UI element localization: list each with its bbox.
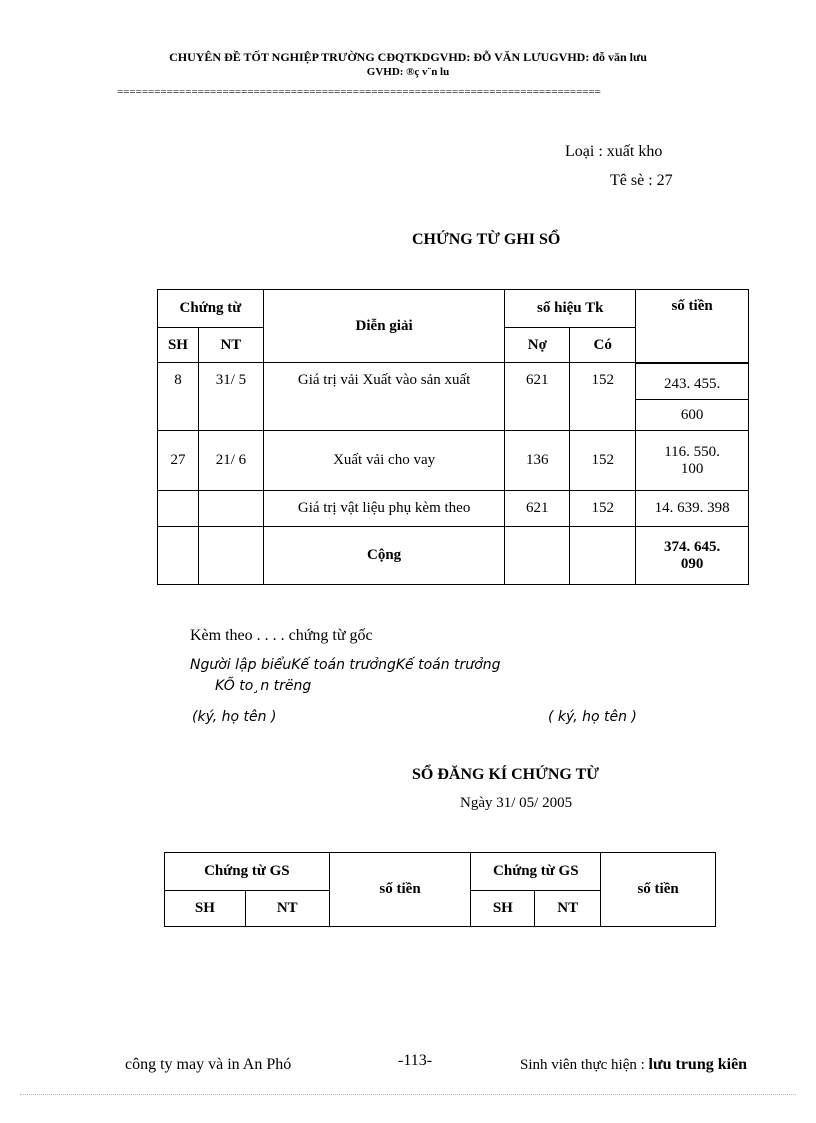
cell-sh: 8 (158, 363, 199, 431)
col-nt: NT (198, 328, 263, 363)
footer-student (520, 1056, 747, 1074)
empty-cell (570, 527, 636, 585)
col-nt: NT (535, 891, 601, 927)
signature-roles: Người lập biểuKế toán trưởngKế toán trưởng (190, 657, 501, 673)
empty-cell (505, 527, 570, 585)
signature-role-extra: KÕ to¸n trëng (215, 678, 312, 694)
cell-co: 152 (570, 491, 636, 527)
cell-desc: Giá trị vải Xuất vào sản xuất (263, 363, 505, 431)
voucher-title: CHỨNG TỪ GHI SỔ (412, 231, 561, 248)
signature-hint-left: (ký, họ tên ) (192, 709, 277, 725)
empty-cell (158, 527, 199, 585)
cell-sh: 27 (158, 431, 199, 491)
col-so-tien: số tiền (636, 290, 749, 363)
cell-no: 621 (505, 363, 570, 431)
register-title: SỔ ĐĂNG KÍ CHỨNG TỪ (412, 766, 599, 783)
table-row (158, 431, 749, 491)
voucher-table (157, 289, 749, 585)
student-label: Sinh viên thực hiện : (520, 1057, 645, 1073)
cell-amount: 14. 639. 398 (636, 491, 749, 527)
col-sh: SH (158, 328, 199, 363)
col-chung-tu: Chứng từ (158, 290, 264, 328)
page-number: -113- (398, 1052, 433, 1069)
register-date: Ngày 31/ 05/ 2005 (460, 795, 573, 811)
col-so-tien: số tiền (601, 853, 716, 927)
total-row (158, 527, 749, 585)
cell-co: 152 (570, 431, 636, 491)
cell-no: 621 (505, 491, 570, 527)
attachments-note: Kèm theo . . . . chứng từ gốc (190, 627, 373, 644)
col-co: Có (570, 328, 636, 363)
footer-company: công ty may và in An Phó (125, 1056, 292, 1073)
student-name: lưu trung kiên (648, 1056, 748, 1073)
cell-desc: Giá trị vật liệu phụ kèm theo (263, 491, 505, 527)
cell-nt: 21/ 6 (198, 431, 263, 491)
total-amount-line: 090 (680, 555, 704, 572)
cell-sh (158, 491, 199, 527)
col-chung-tu-gs: Chứng từ GS (165, 853, 330, 891)
amount-line: 116. 550. (664, 443, 720, 460)
header-separator: ============================================================================== (117, 86, 601, 98)
footer-divider (20, 1094, 796, 1095)
voucher-number: Tê sè : 27 (610, 172, 673, 189)
cell-amount: 243. 455. (636, 363, 749, 400)
cell-no: 136 (505, 431, 570, 491)
signature-hint-right: ( ký, họ tên ) (548, 709, 637, 725)
total-label: Cộng (263, 527, 505, 585)
voucher-type: Loại : xuất kho (565, 143, 663, 160)
cell-co: 152 (570, 363, 636, 431)
cell-amount-cont: 600 (636, 400, 749, 431)
document-header-line2: GVHD: ®ç v¨n lu (366, 66, 450, 78)
cell-nt: 31/ 5 (198, 363, 263, 431)
register-table (164, 852, 716, 927)
amount-line: 100 (680, 460, 704, 477)
col-so-tien: số tiền (329, 853, 471, 927)
total-amount-line: 374. 645. (663, 538, 721, 555)
total-amount (636, 527, 749, 585)
col-so-hieu-tk: số hiệu Tk (505, 290, 636, 328)
col-dien-giai: Diễn giải (263, 290, 505, 363)
cell-amount (636, 431, 749, 491)
col-sh: SH (165, 891, 246, 927)
cell-desc: Xuất vải cho vay (263, 431, 505, 491)
col-sh: SH (471, 891, 535, 927)
document-header-line1: CHUYÊN ĐỀ TỐT NGHIỆP TRƯỜNG CĐQTKDGVHD: ĐỖ VĂN LƯUGVHD: đỗ văn lưu (169, 50, 647, 64)
table-row (158, 363, 749, 400)
cell-nt (198, 491, 263, 527)
col-chung-tu-gs: Chứng từ GS (471, 853, 601, 891)
table-row (158, 491, 749, 527)
empty-cell (198, 527, 263, 585)
col-no: Nợ (505, 328, 570, 363)
col-nt: NT (245, 891, 329, 927)
